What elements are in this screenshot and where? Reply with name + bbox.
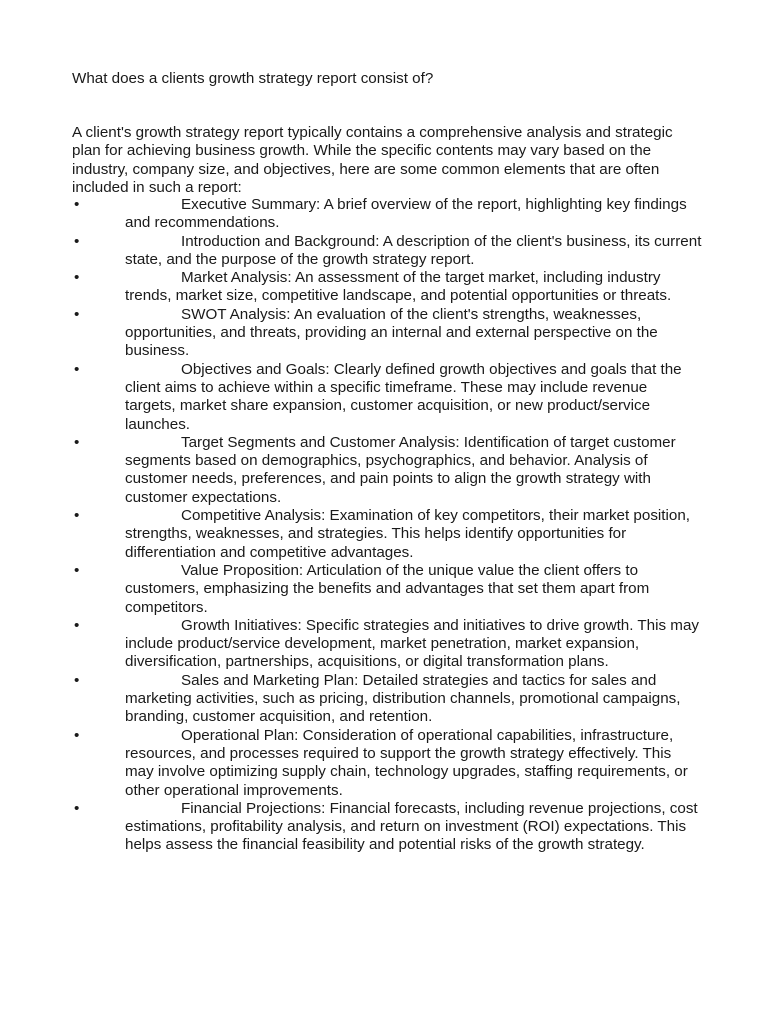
list-item xyxy=(72,672,702,727)
list-item xyxy=(72,800,702,855)
bullet-marker: • xyxy=(74,305,80,323)
list-item-text: Objectives and Goals: Clearly defined growth objectives and goals that the client aims to achieve within a specific timeframe. These may include revenue targets, market share expansion, customer acquisition, or new product/service launches. xyxy=(125,360,682,433)
list-item-text: Sales and Marketing Plan: Detailed strategies and tactics for sales and marketing activities, such as pricing, distribution channels, promotional campaigns, branding, customer acquisition, and retention. xyxy=(125,671,681,726)
list-item-text: Competitive Analysis: Examination of key competitors, their market position, strengths, weaknesses, and strategies. This helps identify opportunities for differentiation and competitive advantages. xyxy=(125,507,690,561)
list-item xyxy=(72,727,702,800)
list-item-text: Target Segments and Customer Analysis: Identification of target customer segments based on demographics, psychographics, and behavior. Analysis of customer needs, preferences, and pain points to align the growth strategy with customer expectations. xyxy=(125,433,676,506)
question-heading: What does a clients growth strategy report consist of? xyxy=(72,70,434,87)
list-item-text: Growth Initiatives: Specific strategies and initiatives to drive growth. This may include product/service development, market penetration, market expansion, diversification, partnerships, acquisitions, or digital transformation plans. xyxy=(125,616,699,671)
list-item-text: Market Analysis: An assessment of the target market, including industry trends, market size, competitive landscape, and potential opportunities or threats. xyxy=(125,269,672,305)
bullet-marker: • xyxy=(74,561,80,579)
list-item xyxy=(72,233,702,270)
list-item xyxy=(72,507,702,562)
bullet-marker: • xyxy=(74,507,80,525)
bullet-list xyxy=(72,196,702,855)
bullet-marker: • xyxy=(74,196,80,213)
bullet-marker: • xyxy=(74,616,80,634)
bullet-marker: • xyxy=(74,799,80,817)
list-item xyxy=(72,434,702,507)
list-item-text: Value Proposition: Articulation of the unique value the client offers to customers, emphasizing the benefits and advantages that set them apart from competitors. xyxy=(125,561,650,616)
bullet-marker: • xyxy=(74,433,80,451)
list-item-text: Operational Plan: Consideration of operational capabilities, infrastructure, resources, and processes required to support the growth strategy effectively. This may involve optimizing supply chain, technology upgrades, staffing requirements, or other operational improvements. xyxy=(125,726,688,799)
list-item xyxy=(72,562,702,617)
bullet-marker: • xyxy=(74,360,80,378)
bullet-marker: • xyxy=(74,726,80,744)
list-item-text: Financial Projections: Financial forecasts, including revenue projections, cost estimations, profitability analysis, and return on investment (ROI) expectations. This helps assess the financial feasibility and potential risks of the growth strategy. xyxy=(125,799,698,854)
list-item xyxy=(72,617,702,672)
list-item xyxy=(72,196,702,233)
list-item-text: Introduction and Background: A description of the client's business, its current state, and the purpose of the growth strategy report. xyxy=(125,232,702,268)
bullet-marker: • xyxy=(74,671,80,689)
list-item xyxy=(72,306,702,361)
list-item-text: SWOT Analysis: An evaluation of the client's strengths, weaknesses, opportunities, and threats, providing an internal and external perspective on the business. xyxy=(125,305,658,360)
bullet-marker: • xyxy=(74,269,80,287)
list-item-text: Executive Summary: A brief overview of the report, highlighting key findings and recommendations. xyxy=(125,196,687,232)
bullet-marker: • xyxy=(74,232,80,250)
list-item xyxy=(72,361,702,434)
intro-paragraph: A client's growth strategy report typically contains a comprehensive analysis and strategic plan for achieving business growth. While the specific contents may vary based on the industry, company size, and objectives, here are some common elements that are often included in such a report: xyxy=(72,124,673,196)
list-item xyxy=(72,269,702,306)
